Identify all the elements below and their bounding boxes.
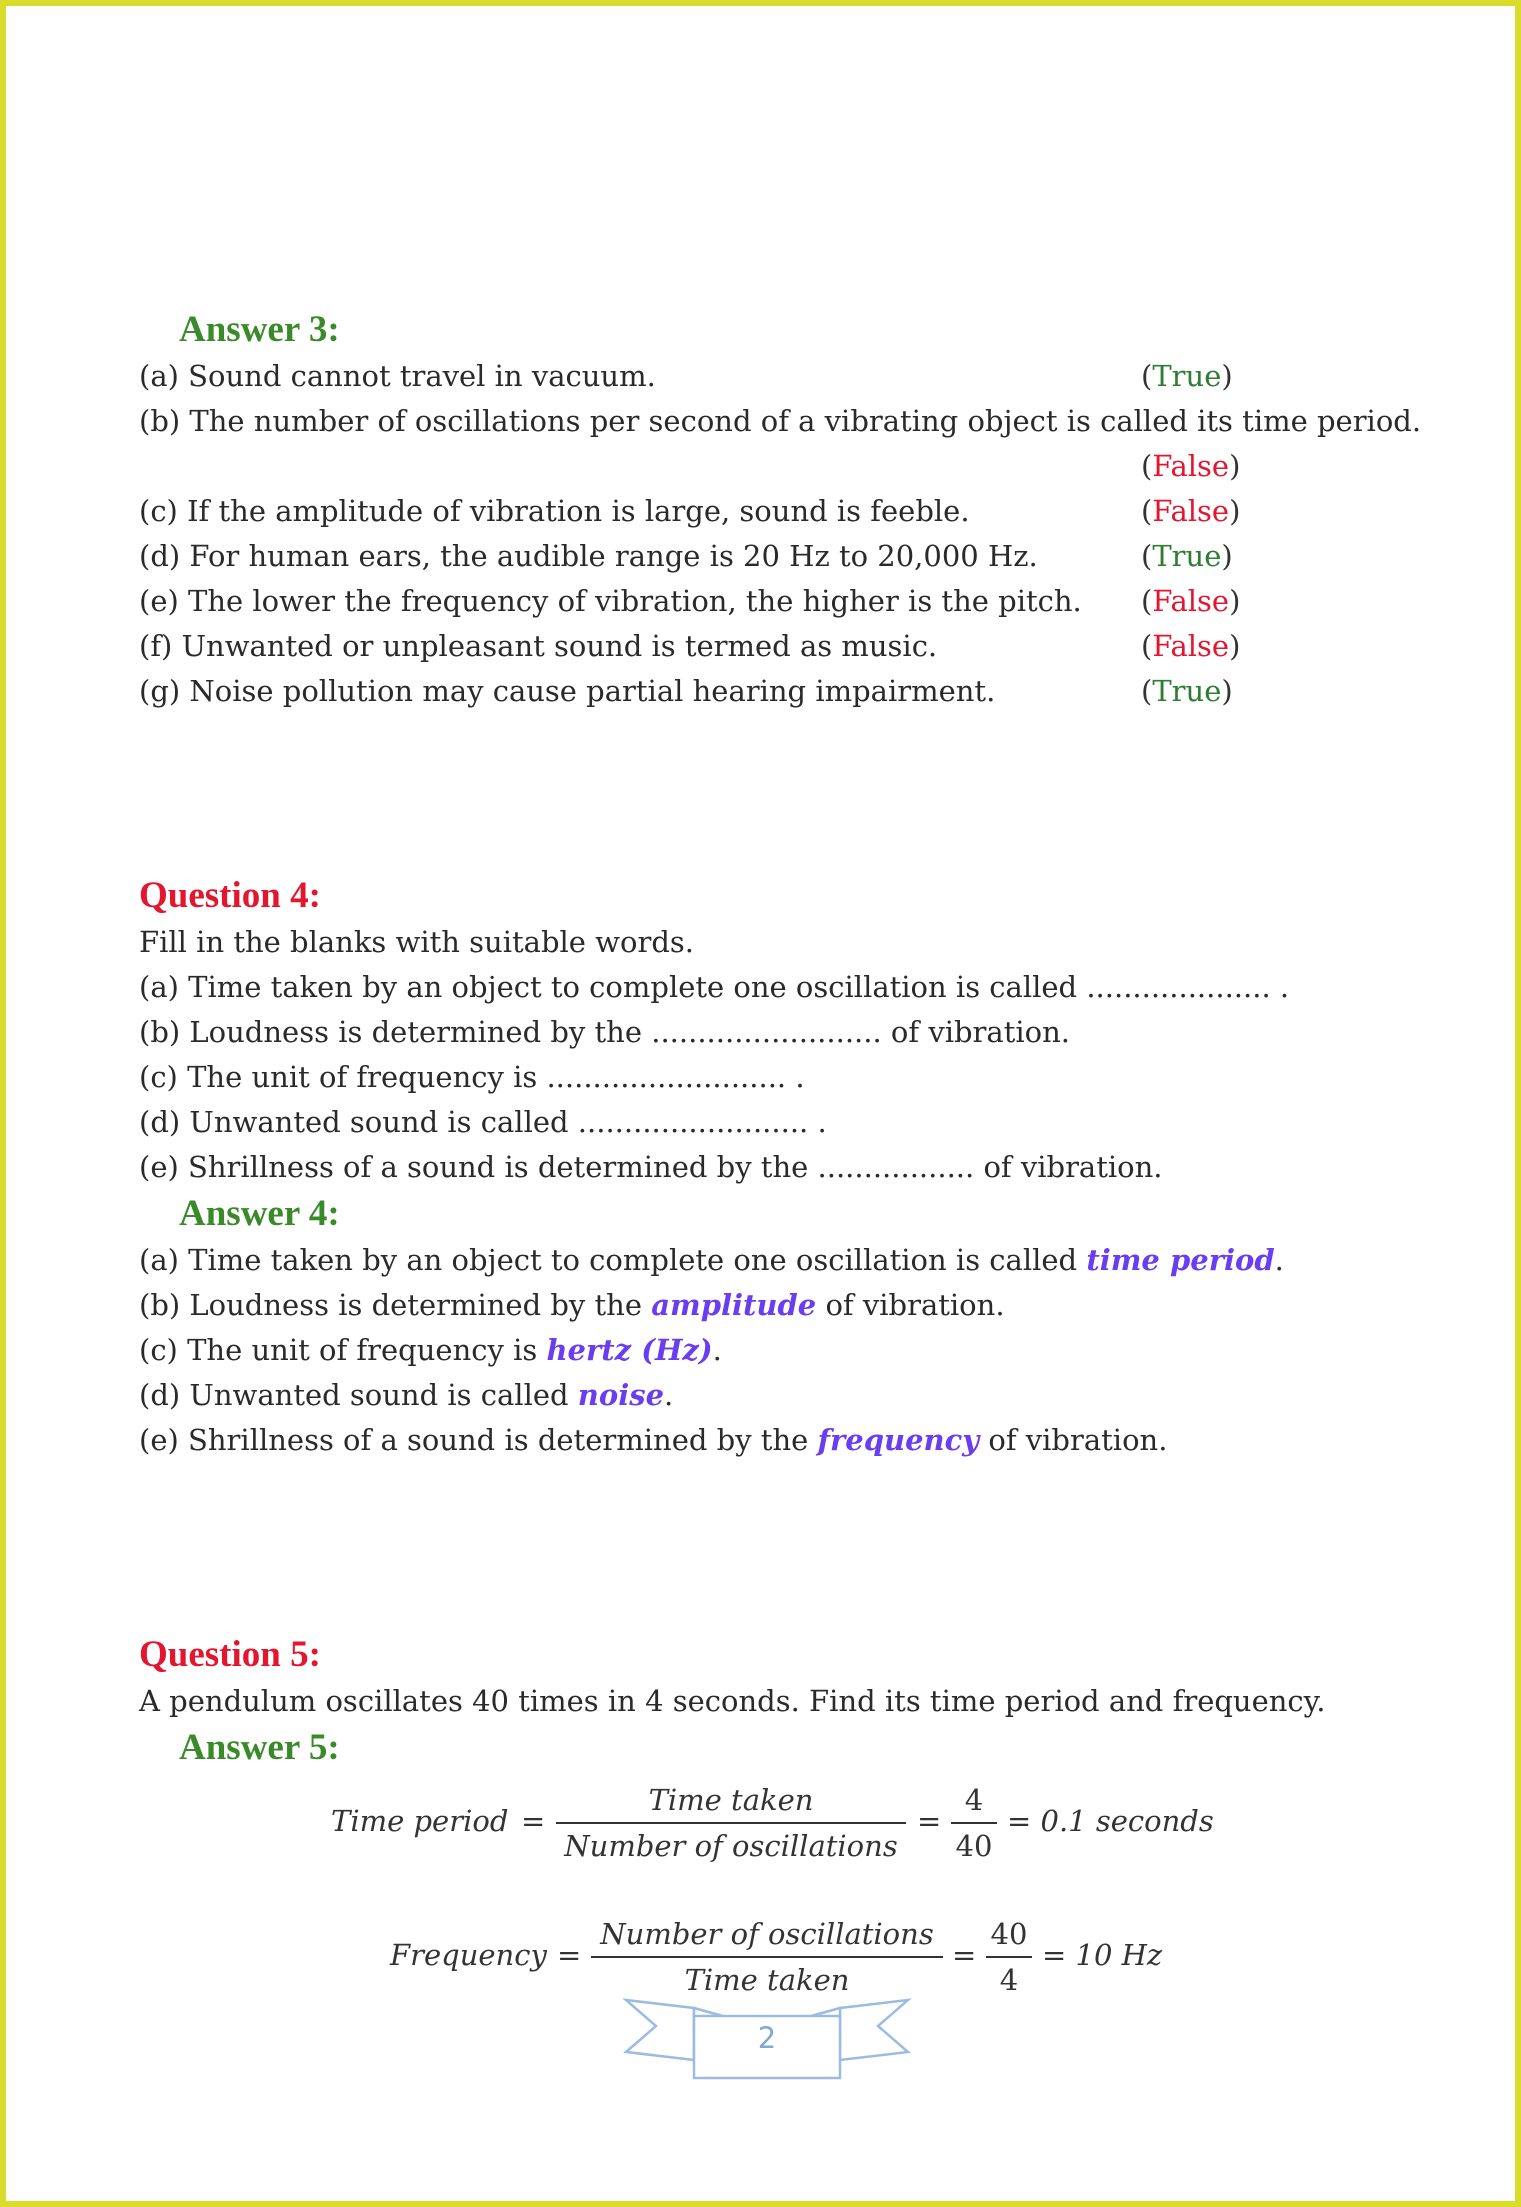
answer3-item-c (139, 489, 1399, 534)
question4-item-d: (d) Unwanted sound is called ......................... . (139, 1105, 827, 1139)
verdict: (False) (1141, 494, 1241, 528)
answer3-item-a (139, 354, 1399, 399)
answer3-item-e (139, 579, 1399, 624)
fill-answer: hertz (Hz) (546, 1333, 713, 1367)
formula-result: = 0.1 seconds (1007, 1804, 1214, 1838)
verdict: (False) (1141, 629, 1241, 663)
formula-result: = 10 Hz (1042, 1938, 1163, 1972)
fill-answer: noise (577, 1378, 665, 1412)
statement: (f) Unwanted or unpleasant sound is termed as music. (139, 629, 938, 663)
answer4-item-c: (c) The unit of frequency is hertz (Hz). (139, 1333, 722, 1367)
statement: (a) Sound cannot travel in vacuum. (139, 359, 656, 393)
question4-item-b: (b) Loudness is determined by the ......................... of vibration. (139, 1015, 1070, 1049)
statement: (g) Noise pollution may cause partial hearing impairment. (139, 674, 996, 708)
equals-sign: = (917, 1804, 942, 1838)
verdict: (False) (1141, 449, 1241, 483)
answer4-item-a: (a) Time taken by an object to complete one oscillation is called time period. (139, 1243, 1284, 1277)
fill-answer: time period (1086, 1243, 1275, 1277)
answer3-item-g (139, 669, 1399, 714)
question5-heading: Question 5: (139, 1634, 321, 1675)
answer4-item-b: (b) Loudness is determined by the amplitude of vibration. (139, 1288, 1005, 1322)
fraction-value: $\frac{4}{40}$ (951, 1778, 997, 1868)
answer4-heading: Answer 4: (179, 1193, 340, 1234)
verdict: (False) (1141, 584, 1241, 618)
equals-sign: = (521, 1804, 546, 1838)
statement: (d) For human ears, the audible range is 20 Hz to 20,000 Hz. (139, 539, 1038, 573)
question4-intro: Fill in the blanks with suitable words. (139, 925, 694, 959)
formula-lhs: Frequency (390, 1938, 547, 1972)
fill-answer: amplitude (651, 1288, 817, 1322)
answer4-item-e: (e) Shrillness of a sound is determined by the frequency of vibration. (139, 1423, 1168, 1457)
spacer (139, 714, 1399, 872)
equals-sign: = (952, 1938, 977, 1972)
answer3-heading: Answer 3: (179, 309, 340, 350)
question4-heading: Question 4: (139, 875, 321, 916)
statement: (e) The lower the frequency of vibration, the higher is the pitch. (139, 584, 1082, 618)
equals-sign: = (557, 1938, 582, 1972)
content (139, 306, 1422, 2024)
time-period-formula (139, 1778, 1399, 1890)
fraction-value: $\frac{40}{4}$ (986, 1912, 1032, 2002)
fraction-main: Number of oscillations Time taken (591, 1912, 943, 2002)
answer5-heading: Answer 5: (179, 1727, 340, 1768)
answer3-item-b-verdict (139, 444, 1399, 489)
verdict: (True) (1141, 539, 1233, 573)
answer3-item-f (139, 624, 1399, 669)
page-number-ribbon (622, 1996, 912, 2080)
fraction-main: Time taken Number of oscillations (556, 1778, 906, 1868)
fill-answer: frequency (817, 1423, 980, 1457)
answer3-item-b (139, 399, 1422, 444)
spacer (139, 1463, 1399, 1631)
page-number: 2 (757, 2021, 777, 2055)
answer3-item-d (139, 534, 1399, 579)
formula-lhs: Time period (331, 1804, 509, 1838)
answer4-item-d: (d) Unwanted sound is called noise. (139, 1378, 674, 1412)
question4-item-c: (c) The unit of frequency is .......................... . (139, 1060, 805, 1094)
statement: (c) If the amplitude of vibration is large, sound is feeble. (139, 494, 970, 528)
verdict: (True) (1141, 674, 1233, 708)
question4-item-e: (e) Shrillness of a sound is determined by the ................. of vibration. (139, 1150, 1163, 1184)
question4-item-a: (a) Time taken by an object to complete one oscillation is called .................... . (139, 970, 1290, 1004)
question5-text: A pendulum oscillates 40 times in 4 seconds. Find its time period and frequency. (139, 1684, 1326, 1718)
verdict: (True) (1141, 359, 1233, 393)
statement: (b) The number of oscillations per second of a vibrating object is called its time period. (139, 404, 1422, 438)
